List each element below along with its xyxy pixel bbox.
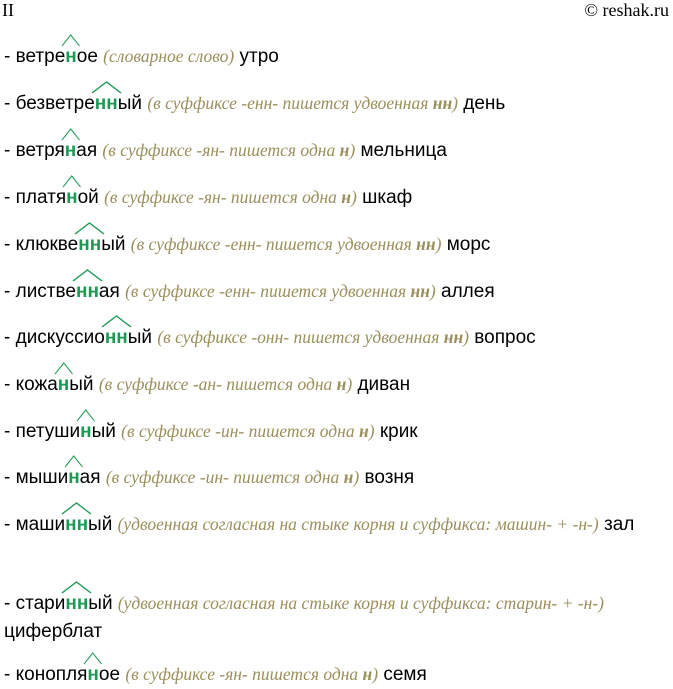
rule-note	[131, 234, 442, 254]
suffix-mark-icon	[62, 581, 91, 593]
word-ending: ой	[77, 187, 99, 208]
rule-note	[118, 593, 604, 613]
suffix-mark-icon	[55, 362, 72, 374]
word-ending: ая	[76, 140, 98, 161]
suffix-mark-icon	[75, 222, 104, 234]
rule-note-close: )	[346, 374, 353, 394]
noun: день	[463, 93, 506, 114]
word-stem: - стари	[4, 593, 66, 614]
word-stem: - кожа	[4, 374, 58, 395]
rule-note-close: )	[452, 93, 458, 113]
noun: крик	[379, 421, 418, 442]
word-stem: - безветре	[4, 93, 95, 114]
rule-note-close: )	[435, 234, 442, 254]
rule-note	[125, 664, 378, 684]
suffix-mark-icon	[63, 175, 80, 187]
word-ending: ое	[76, 46, 98, 67]
noun: мельница	[360, 140, 447, 161]
noun: морс	[446, 234, 491, 255]
suffix-mark-icon	[77, 409, 94, 421]
word-stem: - листве	[4, 281, 76, 302]
suffix-mark-icon	[65, 455, 82, 467]
noun: шкаф	[362, 187, 413, 208]
suffix-mark-icon	[84, 652, 101, 664]
word-stem: - маши	[4, 514, 66, 535]
word-line	[4, 42, 671, 71]
suffix-letters: н	[66, 187, 77, 208]
suffix-letters: нн	[78, 234, 101, 255]
rule-note-close: )	[353, 467, 360, 487]
rule-note	[147, 93, 458, 113]
rule-note-text: (в суффиксе -ин- пишется одна	[105, 467, 344, 487]
rule-note	[125, 281, 436, 301]
word-stem: - ветря	[4, 140, 65, 161]
suffix-mark-icon	[102, 315, 131, 327]
word-line	[4, 510, 671, 539]
noun: вопрос	[474, 327, 536, 348]
rule-note-text: (в суффиксе -ян- пишется одна	[102, 140, 340, 160]
rule-note	[118, 514, 599, 534]
word-line	[4, 89, 671, 118]
suffix-mark-icon	[62, 34, 79, 46]
word-stem: - клюкве	[4, 234, 79, 255]
rule-note-close: )	[351, 187, 357, 207]
rule-note-letters: н	[358, 421, 369, 441]
word-stem: - конопля	[4, 664, 88, 685]
word-line	[4, 277, 671, 306]
word-ending: ый	[91, 421, 116, 442]
word-line	[4, 136, 671, 165]
word-ending: ый	[127, 327, 153, 348]
rule-note	[106, 467, 359, 487]
word-line	[4, 183, 671, 212]
word-ending: ый	[117, 93, 143, 114]
rule-note-text: (в суффиксе -ин- пишется одна	[121, 421, 359, 441]
word-ending: ое	[98, 664, 121, 685]
suffix-letters: нн	[105, 327, 128, 348]
section-number: II	[2, 0, 14, 20]
rule-note-text: (удвоенная согласная на стыке корня и суффикса: машин- + -н-)	[117, 514, 599, 534]
rule-note-close: )	[349, 140, 356, 160]
rule-note-letters: нн	[443, 327, 464, 347]
rule-note	[157, 327, 469, 347]
suffix-letters: н	[68, 467, 79, 488]
word-line	[4, 660, 671, 689]
word-ending: ая	[98, 281, 120, 302]
word-line	[4, 417, 671, 446]
suffix-letters: нн	[65, 514, 88, 535]
word-line	[4, 589, 671, 646]
rule-note-letters: н	[362, 664, 373, 684]
word-stem: - ветре	[4, 46, 66, 67]
rule-note-text: (в суффиксе -енн- пишется удвоенная	[147, 93, 433, 113]
word-stem: - петуши	[4, 421, 81, 442]
suffix-mark-icon	[62, 128, 79, 140]
suffix-letters: нн	[65, 593, 88, 614]
rule-note-text: (удвоенная согласная на стыке корня и суффикса: старин- + -н-)	[117, 593, 604, 613]
word-line	[4, 230, 671, 259]
word-ending: ый	[88, 593, 113, 614]
rule-note	[121, 421, 374, 441]
rule-note-text: (в суффиксе -енн- пишется удвоенная	[130, 234, 417, 254]
suffix-mark-icon	[62, 502, 91, 514]
noun: утро	[239, 46, 279, 67]
word-line	[4, 370, 671, 399]
rule-note-text: (в суффиксе -онн- пишется удвоенная	[157, 327, 444, 347]
suffix-letters: н	[80, 421, 91, 442]
rule-note-letters: нн	[416, 234, 436, 254]
suffix-mark-icon	[92, 81, 121, 93]
noun: зал	[603, 514, 635, 535]
rule-note-close: )	[372, 664, 379, 684]
rule-note-close: )	[429, 281, 436, 301]
word-line	[4, 323, 671, 352]
rule-note-letters: н	[336, 374, 347, 394]
rule-note	[103, 46, 234, 66]
word-ending: ый	[88, 514, 113, 535]
suffix-letters: н	[65, 140, 76, 161]
rule-note-close: )	[463, 327, 469, 347]
word-line	[4, 463, 671, 492]
rule-note	[104, 187, 357, 207]
rule-note-text: (в суффиксе -ян- пишется одна	[104, 187, 342, 207]
suffix-letters: нн	[95, 93, 118, 114]
rule-note-text: (словарное слово)	[103, 46, 235, 66]
rule-note-text: (в суффиксе -ан- пишется одна	[98, 374, 337, 394]
word-ending: ая	[79, 467, 101, 488]
rule-note-letters: н	[341, 187, 351, 207]
noun: аллея	[441, 281, 495, 302]
word-stem: - мыши	[4, 467, 69, 488]
word-stem: - платя	[4, 187, 67, 208]
rule-note	[99, 374, 352, 394]
suffix-letters: н	[87, 664, 98, 685]
rule-note-letters: н	[339, 140, 350, 160]
rule-note-letters: нн	[410, 281, 430, 301]
noun: диван	[357, 374, 411, 395]
word-ending: ый	[69, 374, 94, 395]
rule-note-text: (в суффиксе -енн- пишется удвоенная	[125, 281, 411, 301]
word-ending: ый	[101, 234, 126, 255]
noun: циферблат	[4, 621, 103, 642]
suffix-letters: н	[58, 374, 69, 395]
rule-note-close: )	[368, 421, 375, 441]
suffix-mark-icon	[73, 269, 102, 281]
rule-note-letters: н	[343, 467, 354, 487]
rule-note-letters: нн	[432, 93, 453, 113]
noun: семя	[383, 664, 427, 685]
word-stem: - дискуссио	[4, 327, 105, 348]
rule-note-text: (в суффиксе -ян- пишется одна	[125, 664, 363, 684]
rule-note	[102, 140, 355, 160]
suffix-letters: нн	[76, 281, 99, 302]
suffix-letters: н	[65, 46, 76, 67]
site-watermark: © reshak.ru	[584, 0, 669, 20]
noun: возня	[364, 467, 415, 488]
